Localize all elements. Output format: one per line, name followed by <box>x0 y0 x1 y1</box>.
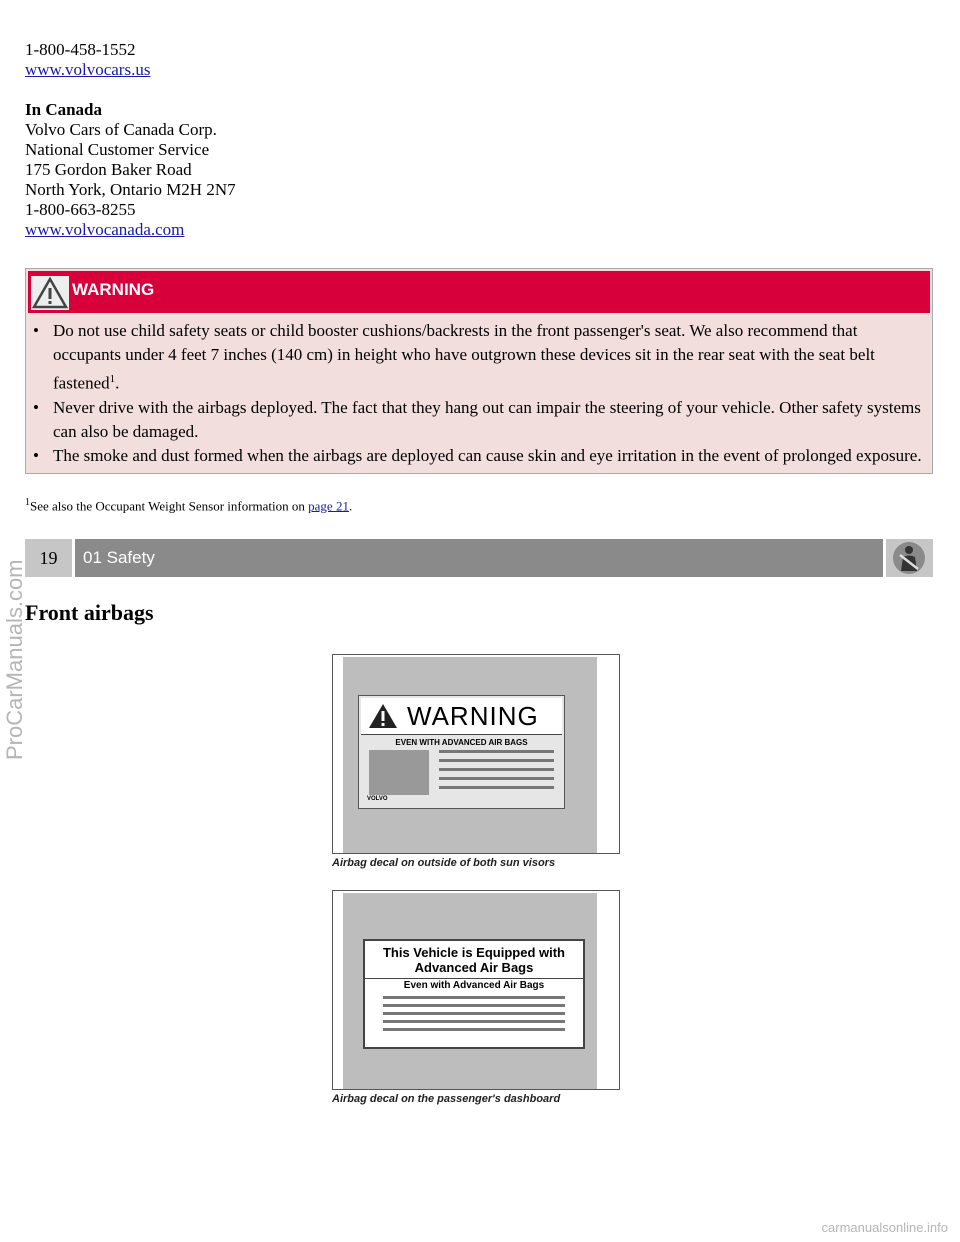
us-website-link[interactable]: www.volvocars.us <box>25 60 151 79</box>
page-number: 19 <box>25 539 72 577</box>
decal-subheading: Even with Advanced Air Bags <box>403 980 545 991</box>
canada-phone: 1-800-663-8255 <box>25 200 136 219</box>
warning-item: • Do not use child safety seats or child booster cushions/backrests in the front passenger's seat. We also recommend that occupants under 4 feet 7 inches (140 cm) in height who have outgrown these devices sit in the rear seat with the seat belt fastened$^1$. <box>33 321 875 393</box>
sun-visor-decal-image <box>332 654 620 854</box>
warning-triangle-icon <box>31 276 69 310</box>
figure-dashboard <box>332 890 620 1105</box>
canada-heading: In Canada <box>25 100 103 119</box>
seatbelt-icon <box>886 539 933 577</box>
dashboard-decal-image <box>332 890 620 1090</box>
figure-sun-visor <box>332 654 620 869</box>
canada-department: National Customer Service <box>25 140 210 159</box>
decal-warning-text: WARNING <box>407 701 539 731</box>
warning-item: • Never drive with the airbags deployed. The fact that they hang out can impair the steering of your vehicle. Other safety systems can also be damaged. <box>33 397 921 441</box>
warning-list <box>26 313 932 468</box>
chapter-title: 01 Safety <box>75 539 883 577</box>
figure-caption: Airbag decal on the passenger's dashboard <box>332 1093 561 1105</box>
warning-item: • The smoke and dust formed when the airbags are deployed can cause skin and eye irritation in the event of prolonged exposure. <box>33 445 922 465</box>
footnote: $^1$See also the Occupant Weight Sensor information on page 21. <box>25 497 353 514</box>
decal-brand: VOLVO <box>367 796 388 802</box>
section-title: Front airbags <box>25 600 154 625</box>
page-21-link[interactable]: page 21 <box>308 498 349 514</box>
canada-company: Volvo Cars of Canada Corp. <box>25 120 217 139</box>
chapter-bar <box>25 539 933 577</box>
canada-city: North York, Ontario M2H 2N7 <box>25 180 236 199</box>
figure-caption: Airbag decal on outside of both sun visors <box>332 857 556 869</box>
us-phone: 1-800-458-1552 <box>25 40 136 59</box>
decal-subheading: EVEN WITH ADVANCED AIR BAGS <box>395 738 528 747</box>
canada-street: 175 Gordon Baker Road <box>25 160 192 179</box>
canada-website-link[interactable]: www.volvocanada.com <box>25 220 185 239</box>
warning-box <box>25 268 933 474</box>
decal-heading: This Vehicle is Equipped with Advanced Air Bags <box>365 941 583 979</box>
warning-title: WARNING <box>72 280 155 299</box>
footer-watermark: carmanualsonline.info <box>821 1220 948 1235</box>
warning-header <box>28 271 930 313</box>
contact-block <box>25 40 236 240</box>
